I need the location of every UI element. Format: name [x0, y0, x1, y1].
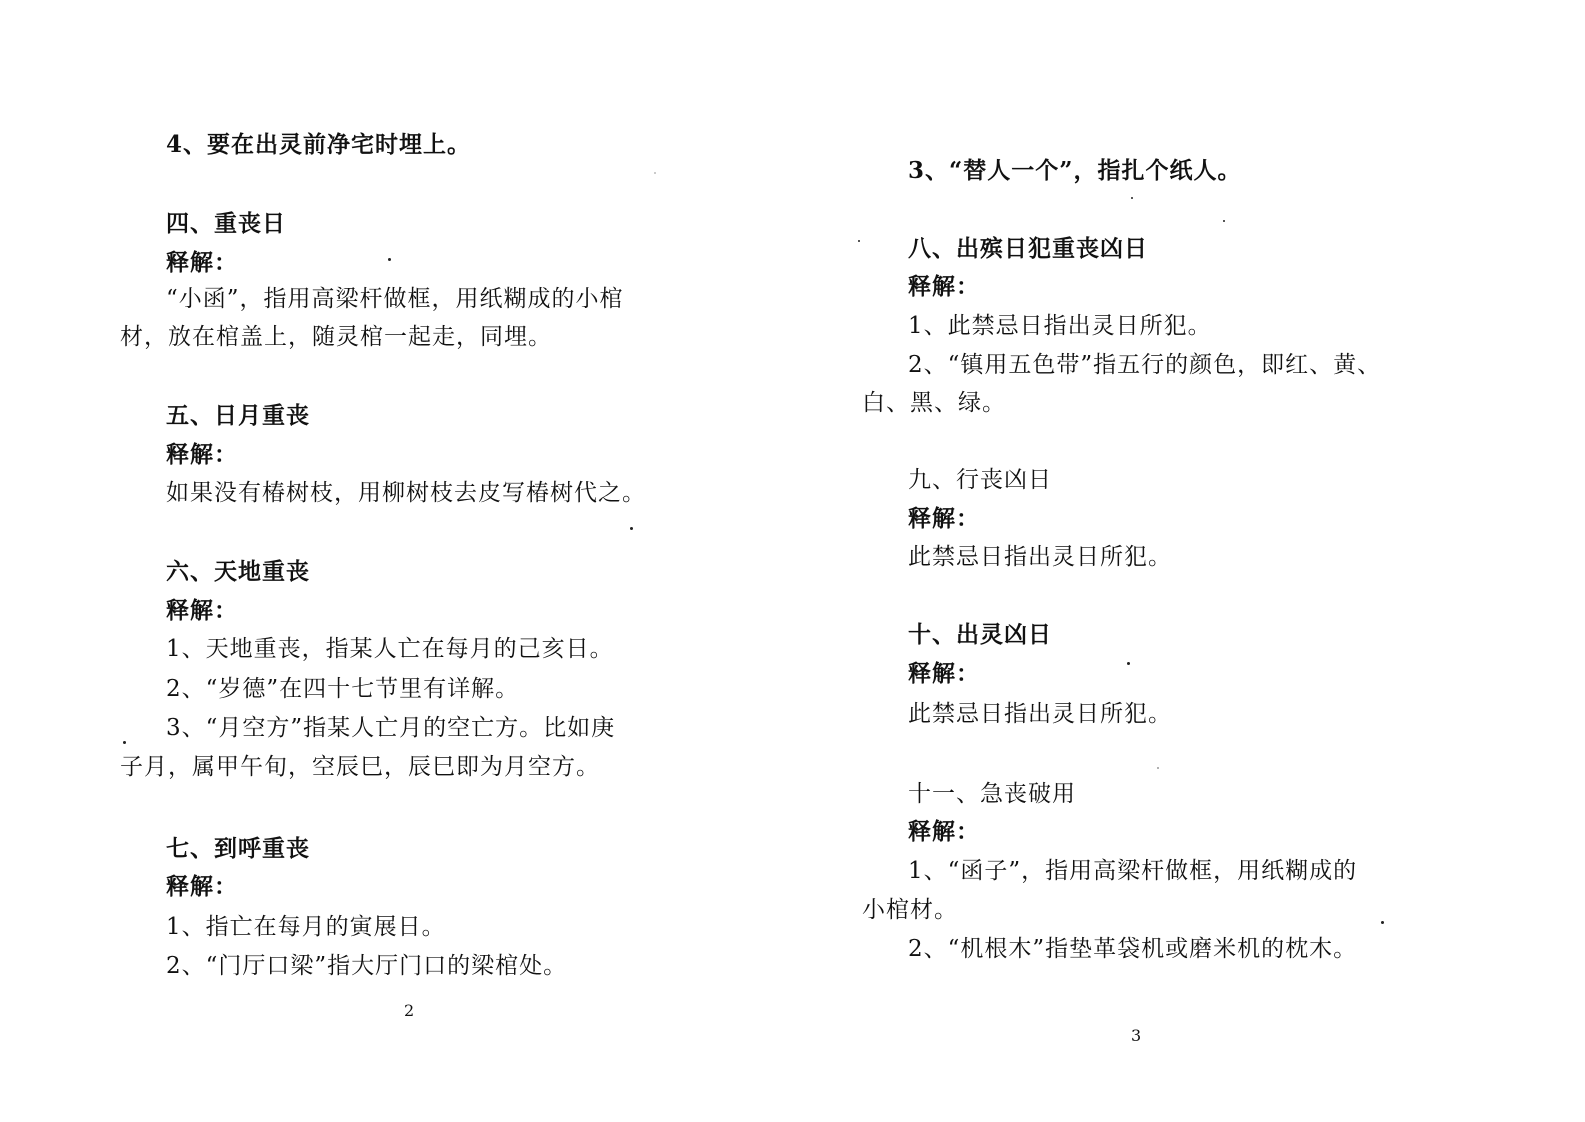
- text-line: 1、天地重丧，指某人亡在每月的己亥日。: [166, 636, 614, 662]
- scan-speck: [630, 527, 633, 530]
- explanation-label: 释解：: [166, 597, 238, 624]
- scan-speck: [1131, 197, 1133, 199]
- section-heading: 五、日月重丧: [166, 402, 310, 429]
- section-heading: 八、出殡日犯重丧凶日: [908, 235, 1148, 262]
- text-line: 4、要在出灵前净宅时埋上。: [166, 131, 472, 158]
- scan-speck: [1127, 662, 1130, 665]
- right-page: [862, 0, 1432, 1122]
- section-heading: 十、出灵凶日: [908, 621, 1052, 648]
- text-line: 1、此禁忌日指出灵日所犯。: [908, 313, 1212, 339]
- text-line: 1、指亡在每月的寅展日。: [166, 914, 446, 940]
- scan-speck: [654, 172, 656, 174]
- text-line: 此禁忌日指出灵日所犯。: [908, 701, 1172, 727]
- text-line: 材，放在棺盖上，随灵棺一起走，同埋。: [120, 324, 552, 350]
- section-heading: 四、重丧日: [166, 210, 286, 237]
- text-line: 2、“门厅口梁”指大厅门口的梁棺处。: [166, 953, 568, 979]
- text-line: 小棺材。: [862, 897, 958, 923]
- explanation-label: 释解：: [908, 660, 980, 687]
- scan-speck: [1157, 767, 1159, 769]
- section-heading: 七、到呼重丧: [166, 835, 310, 862]
- text-line: 2、“机根木”指垫革袋机或磨米机的枕木。: [908, 936, 1358, 962]
- page-number: 2: [404, 1001, 415, 1020]
- text-line: “小函”，指用高梁杆做框，用纸糊成的小棺: [166, 286, 624, 312]
- text-line: 此禁忌日指出灵日所犯。: [908, 544, 1172, 570]
- section-heading: 六、天地重丧: [166, 558, 310, 585]
- explanation-label: 释解：: [166, 249, 238, 276]
- explanation-label: 释解：: [166, 441, 238, 468]
- text-line: 1、“函子”，指用高梁杆做框，用纸糊成的: [908, 858, 1358, 884]
- text-line: 子月，属甲午旬，空辰巳，辰巳即为月空方。: [120, 754, 600, 780]
- explanation-label: 释解：: [908, 505, 980, 532]
- text-line: 白、黑、绿。: [862, 390, 1006, 416]
- left-page: [120, 0, 690, 1122]
- scan-speck: [1223, 220, 1225, 222]
- text-line: 如果没有椿树枝，用柳树枝去皮写椿树代之。: [166, 480, 646, 506]
- scan-speck: [388, 258, 391, 261]
- text-line: 3、“替人一个”，指扎个纸人。: [908, 157, 1242, 184]
- explanation-label: 释解：: [908, 818, 980, 845]
- scan-speck: [858, 240, 860, 242]
- explanation-label: 释解：: [166, 873, 238, 900]
- scan-speck: [1381, 921, 1384, 924]
- scan-speck: [123, 741, 126, 744]
- explanation-label: 释解：: [908, 273, 980, 300]
- text-line: 2、“镇用五色带”指五行的颜色，即红、黄、: [908, 352, 1382, 378]
- text-line: 3、“月空方”指某人亡月的空亡方。比如庚: [166, 715, 616, 741]
- text-line: 2、“岁德”在四十七节里有详解。: [166, 676, 520, 702]
- page-number: 3: [1131, 1026, 1142, 1045]
- section-heading: 九、行丧凶日: [908, 467, 1052, 493]
- section-heading: 十一、急丧破用: [908, 781, 1076, 807]
